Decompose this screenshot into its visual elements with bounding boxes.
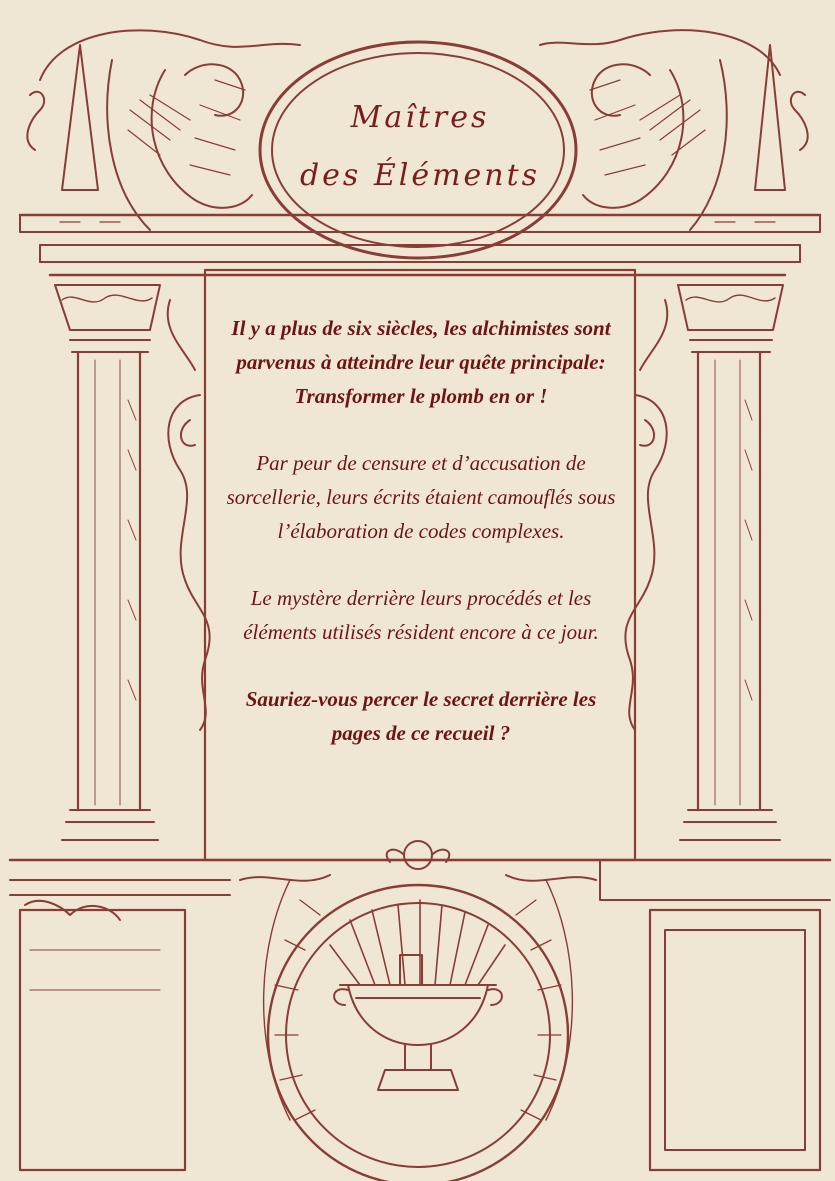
entablature xyxy=(20,215,820,275)
top-cartouche xyxy=(27,30,807,258)
right-column xyxy=(676,285,784,860)
left-column xyxy=(55,285,162,860)
intro-paragraph: Il y a plus de six siècles, les alchimistes sont parvenus à atteindre leur quête principale: Transformer le plomb en or ! xyxy=(231,316,611,408)
censorship-paragraph: Par peur de censure et d’accusation de sorcellerie, leurs écrits étaient camouflés sous l’élaboration de codes complexes. xyxy=(226,451,616,543)
title-line-2: des Éléments xyxy=(299,158,541,193)
bottom-ornament xyxy=(10,841,830,1181)
title-line-1: Maîtres xyxy=(350,100,490,135)
question-paragraph: Sauriez-vous percer le secret derrière les pages de ce recueil ? xyxy=(245,687,597,745)
text-panel xyxy=(212,275,630,855)
mystery-paragraph: Le mystère derrière leurs procédés et les éléments utilisés résident encore à ce jour. xyxy=(243,586,599,644)
